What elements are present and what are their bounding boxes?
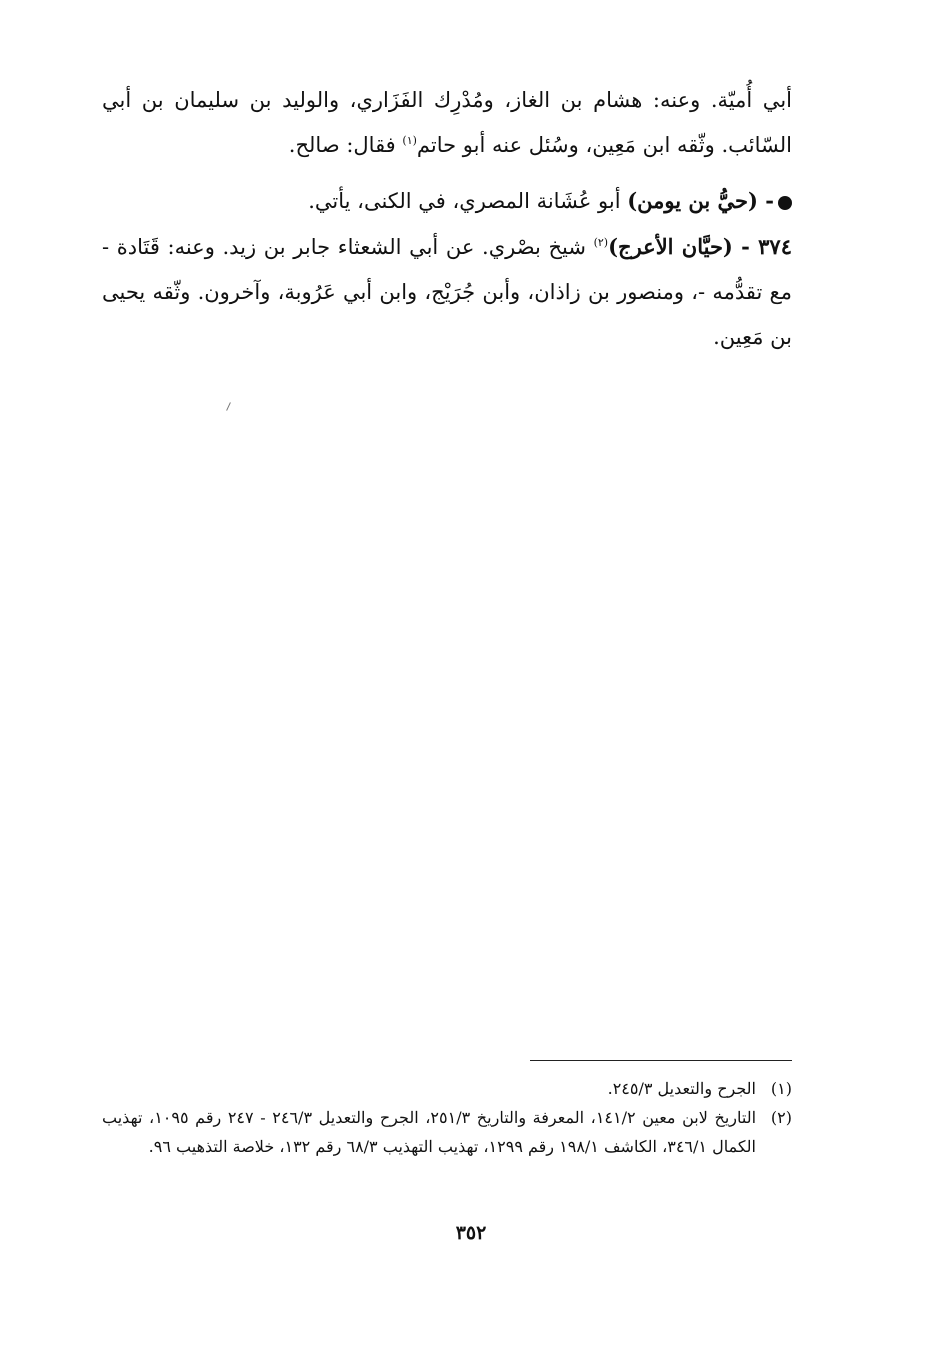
continuation-text: أبي أُميّة. وعنه: هشام بن الغاز، ومُدْرِك الفَزَاري، والوليد بن سليمان بن أبي السّائب. وثّقه ابن مَعِين، وسُئل عنه أبو حاتم bbox=[102, 88, 792, 157]
cross-ref-name: - (حيُّ بن يومن) bbox=[627, 188, 774, 213]
entry-number: ٣٧٤ bbox=[758, 234, 792, 259]
footnote-1 bbox=[102, 1074, 792, 1103]
continuation-tail: فقال: صالح. bbox=[288, 133, 403, 157]
page-number: ٣٥٢ bbox=[455, 1222, 487, 1244]
footnote-divider bbox=[530, 1060, 792, 1061]
footnotes bbox=[102, 1074, 792, 1161]
entry-374 bbox=[102, 224, 792, 360]
footnote-text: التاريخ لابن معين ١٤١/٢، المعرفة والتاريخ ٢٥١/٣، الجرح والتعديل ٢٤٦/٣ - ٢٤٧ رقم ١٠٩٥، تهذيب الكمال ٣٤٦/١، الكاشف ١٩٨/١ رقم ١٢٩٩، تهذيب التهذيب ٦٨/٣ رقم ١٣٢، خلاصة التذهيب ٩٦. bbox=[102, 1108, 757, 1156]
footnote-number: (٢) bbox=[770, 1108, 792, 1127]
continuation-paragraph bbox=[102, 78, 792, 168]
bullet-icon bbox=[778, 196, 792, 210]
footnote-ref-1[interactable]: (١) bbox=[402, 134, 417, 147]
entry-text: شيخ بصْري. عن أبي الشعثاء جابر بن زيد. وعنه: قَتَادة - مع تقدُّمه -، ومنصور بن زاذان، وأبن جُرَيْج، وابن أبي عَرُوبة، وآخرون. وثّقه يحيى بن مَعِين. bbox=[102, 235, 792, 349]
main-text bbox=[102, 78, 792, 360]
cross-reference-entry bbox=[102, 178, 792, 224]
entry-name: - (حيَّان الأعرج) bbox=[608, 234, 759, 259]
footnote-2 bbox=[102, 1103, 792, 1161]
footnote-number: (١) bbox=[770, 1079, 792, 1098]
stray-mark bbox=[226, 402, 231, 411]
footnote-text: الجرح والتعديل ٢٤٥/٣. bbox=[607, 1079, 756, 1098]
footnote-ref-2[interactable]: (٢) bbox=[593, 236, 609, 249]
cross-ref-text: أبو عُشَانة المصري، في الكنى، يأتي. bbox=[308, 189, 628, 213]
